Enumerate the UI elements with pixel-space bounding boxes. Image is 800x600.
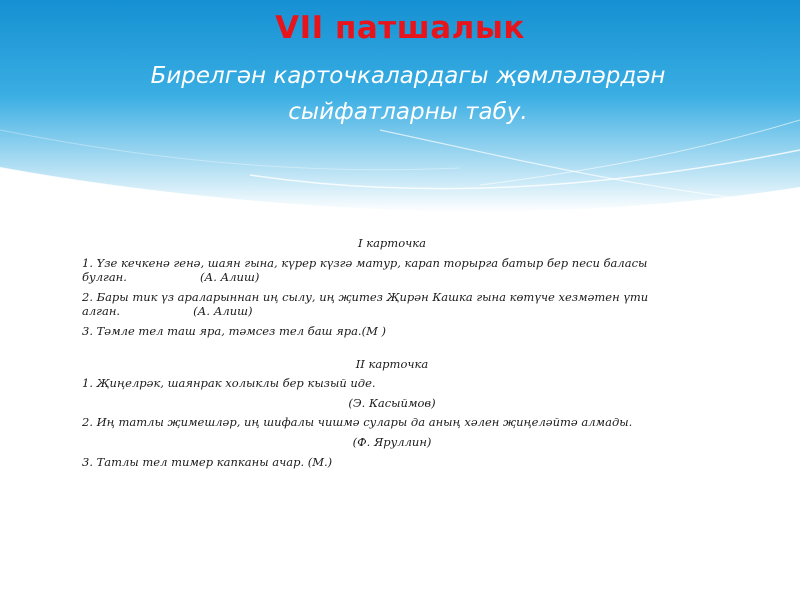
card1-item1-line2: булган. (А. Алиш)	[82, 270, 260, 285]
card2-item3: 3. Татлы тел тимер капканы ачар. (М.)	[82, 454, 333, 469]
card1-item1-line1: 1. Үзе кечкенә генә, шаян гына, күрер күзгә матур, карап торырга батыр бер песи баласы	[82, 255, 648, 270]
card1-item3: 3. Тәмле тел таш яра, тәмсез тел баш яра.(М )	[82, 323, 386, 338]
card1-item2-line1: 2. Бары тик үз араларыннан иң сылу, иң җитез Җирән Кашка гына көтүче хезмәтен үти	[82, 289, 649, 304]
slide-title: VII патшалык	[275, 10, 525, 46]
card2-item1: 1. Җиңелрәк, шаянрак холыклы бер кызый иде.	[82, 376, 376, 391]
card-content	[82, 236, 702, 469]
card2-heading: II карточка	[355, 356, 429, 371]
card2-item2-author: (Ф. Яруллин)	[352, 434, 432, 449]
card1-heading: I карточка	[358, 236, 426, 250]
slide-subtitle: Бирелгән карточкалардагы җөмләләрдән сыйфатларны табу.	[150, 63, 666, 125]
card2-item1-author: (Э. Касыймов)	[348, 395, 436, 410]
card2-item2: 2. Иң татлы җимешләр, иң шифалы чишмә сулары да аның хәлен җиңеләйтә алмады.	[82, 415, 633, 430]
card1-item2-line2: алган. (А. Алиш)	[82, 304, 253, 319]
